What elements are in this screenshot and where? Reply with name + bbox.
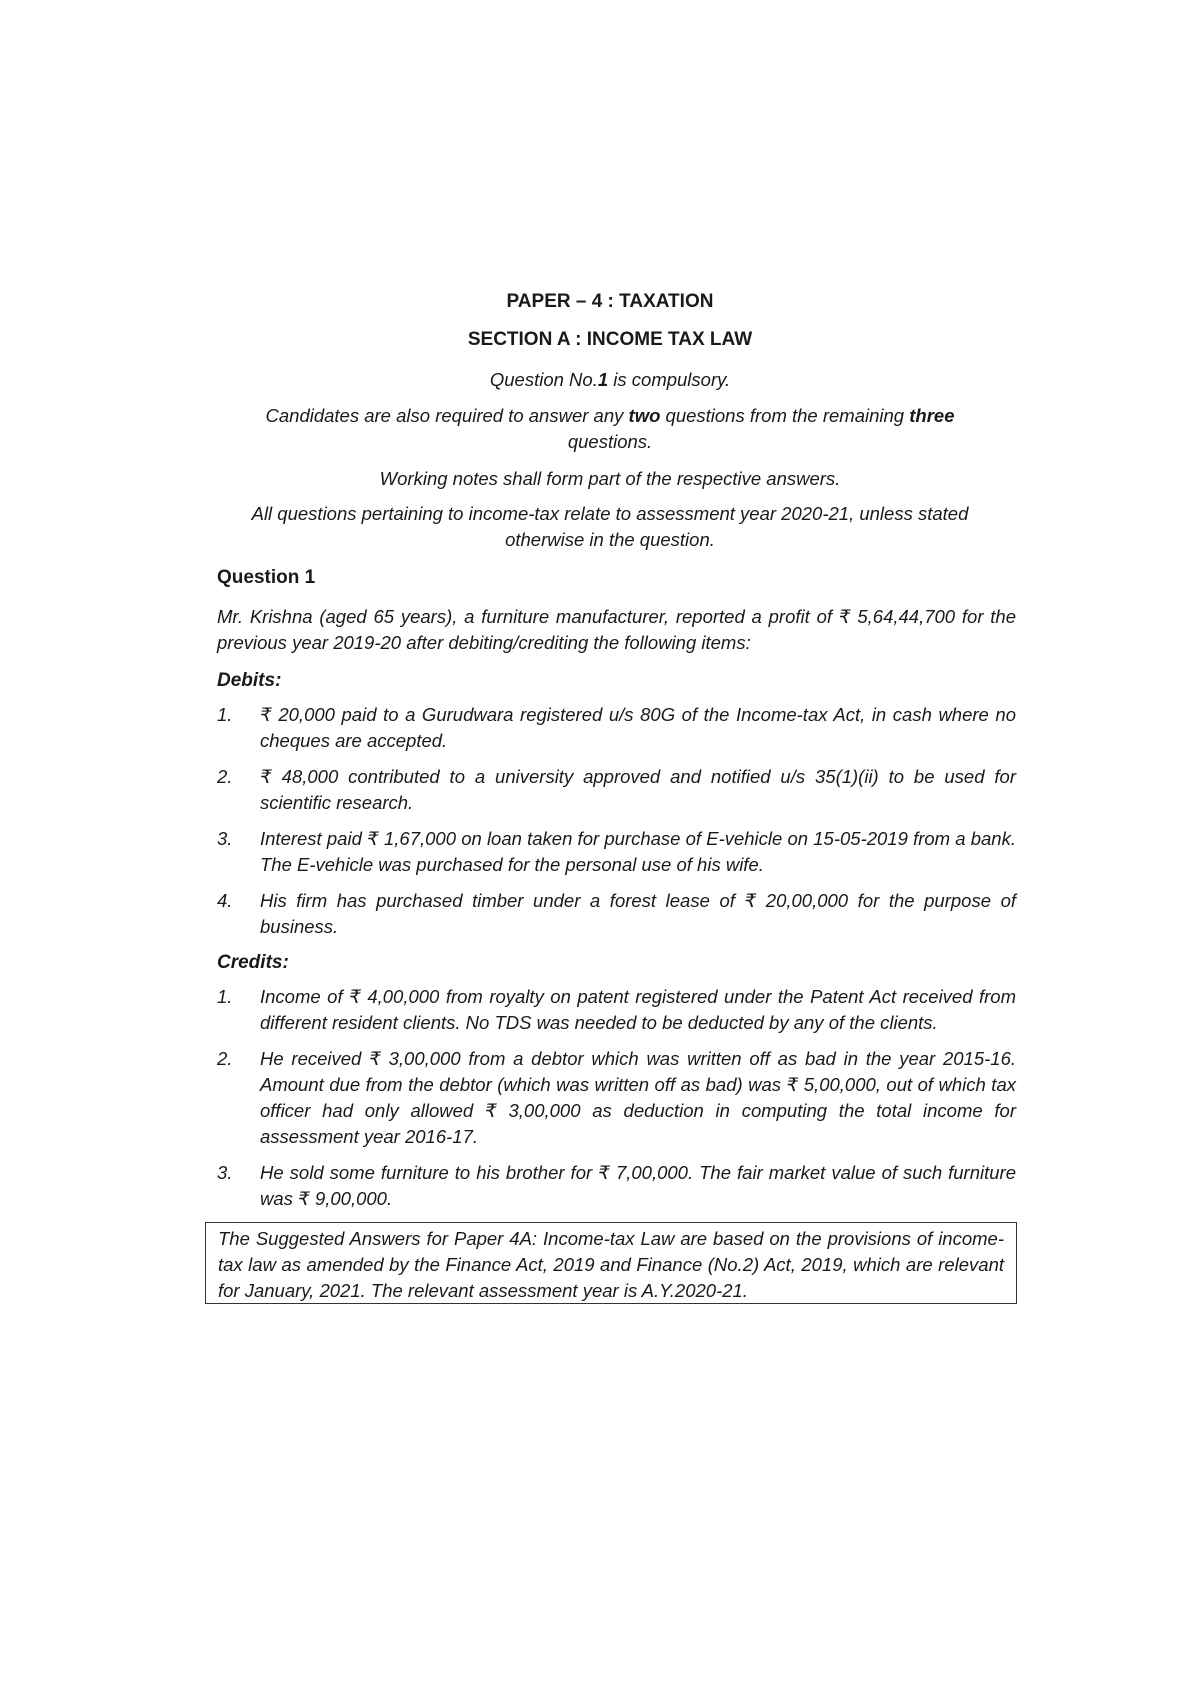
instruction-bold: three <box>909 405 955 426</box>
item-number: 2. <box>217 1048 233 1069</box>
credits-heading: Credits: <box>217 952 289 973</box>
instruction-bold: 1 <box>597 369 609 390</box>
credit-item <box>217 1160 1016 1212</box>
instruction-text: Candidates are also required to answer any <box>265 405 629 426</box>
item-text: ₹ 48,000 contributed to a university approved and notified u/s 35(1)(ii) to be used for scientific research. <box>260 766 1016 813</box>
item-text: Interest paid ₹ 1,67,000 on loan taken for purchase of E-vehicle on 15-05-2019 from a bank. The E-vehicle was purchased for the personal use of his wife. <box>260 828 1016 875</box>
instruction-text: Question No. <box>489 369 598 390</box>
item-text: His firm has purchased timber under a forest lease of ₹ 20,00,000 for the purpose of business. <box>260 890 1016 937</box>
item-number: 1. <box>217 704 233 725</box>
paper-title: PAPER – 4 : TAXATION <box>506 291 714 312</box>
item-text: He sold some furniture to his brother for ₹ 7,00,000. The fair market value of such furniture was ₹ 9,00,000. <box>260 1162 1016 1209</box>
item-number: 4. <box>217 890 233 911</box>
item-text: Income of ₹ 4,00,000 from royalty on patent registered under the Patent Act received from different resident clients. No TDS was needed to be deducted by any of the clients. <box>260 986 1016 1033</box>
credit-item <box>217 1046 1016 1150</box>
item-text: He received ₹ 3,00,000 from a debtor which was written off as bad in the year 2015-16. Amount due from the debtor (which was written off as bad) was ₹ 5,00,000, out of which tax officer had only allowed ₹ 3,00,000 as deduction in computing the total income for assessment year 2016-17. <box>260 1048 1016 1147</box>
debits-heading: Debits: <box>217 670 282 691</box>
instruction-working-notes: Working notes shall form part of the respective answers. <box>379 468 841 489</box>
instruction-bold: two <box>628 405 661 426</box>
item-number: 1. <box>217 986 233 1007</box>
item-number: 3. <box>217 1162 233 1183</box>
debit-item <box>217 888 1016 940</box>
credit-item <box>217 984 1016 1036</box>
item-text: ₹ 20,000 paid to a Gurudwara registered u/s 80G of the Income-tax Act, in cash where no cheques are accepted. <box>260 704 1016 751</box>
section-title: SECTION A : INCOME TAX LAW <box>467 329 753 350</box>
suggested-answers-note: The Suggested Answers for Paper 4A: Income-tax Law are based on the provisions of income-tax law as amended by the Finance Act, 2019 and Finance (No.2) Act, 2019, which are relevant for January, 2021. The relevant assessment year is A.Y.2020-21. <box>205 1222 1017 1304</box>
instruction-text: questions from the remaining <box>660 405 910 426</box>
debit-item <box>217 702 1016 754</box>
debit-item <box>217 764 1016 816</box>
question-intro: Mr. Krishna (aged 65 years), a furniture manufacturer, reported a profit of ₹ 5,64,44,700 for the previous year 2019-20 after debiting/crediting the following items: <box>217 606 1016 653</box>
instruction-text: questions. <box>567 431 653 452</box>
instruction-answer-any <box>240 403 980 455</box>
instruction-compulsory <box>200 367 1020 393</box>
question-heading: Question 1 <box>217 567 316 588</box>
item-number: 3. <box>217 828 233 849</box>
debit-item <box>217 826 1016 878</box>
instruction-assessment-year: All questions pertaining to income-tax relate to assessment year 2020-21, unless stated otherwise in the question. <box>251 503 969 550</box>
item-number: 2. <box>217 766 233 787</box>
instruction-text: is compulsory. <box>608 369 731 390</box>
